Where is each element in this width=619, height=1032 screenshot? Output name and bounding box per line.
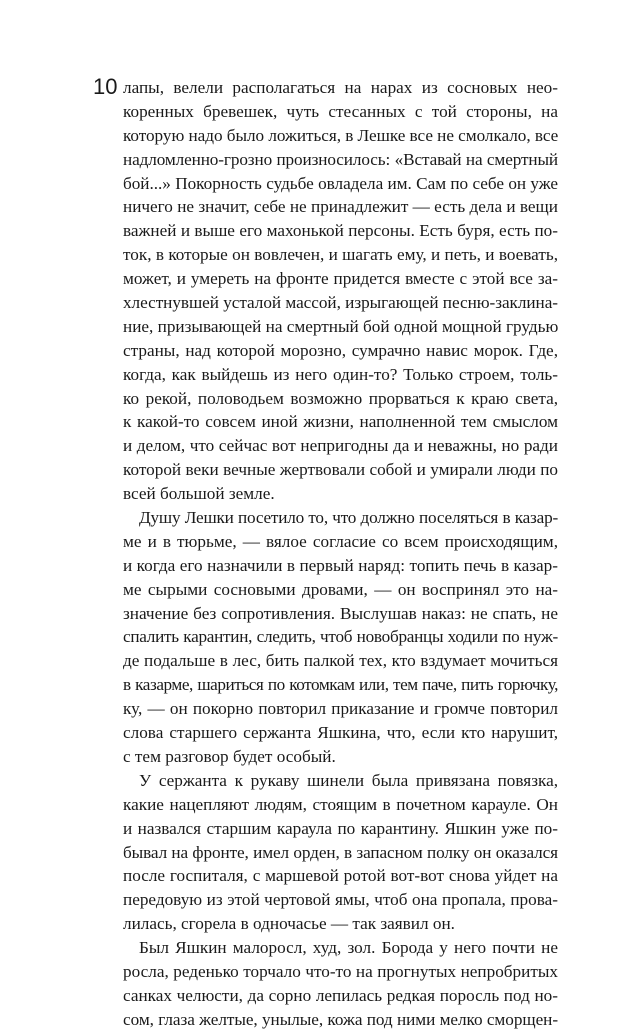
- text-line: какие нацепляют людям, стоящим в почетном карауле. Он: [123, 794, 558, 814]
- text-line: когда, как выйдешь из него один-то? Только строем, толь-: [123, 364, 558, 384]
- text-line: которой веки вечные жертвовали собой и умирали люди по: [123, 460, 558, 480]
- text-line: росла, реденько торчало что-то на прогнутых непробритых: [123, 961, 558, 981]
- text-line: и назвался старшим караула по карантину. Яшкин уже по-: [123, 818, 558, 838]
- text-line: страны, над которой морозно, сумрачно навис морок. Где,: [123, 340, 558, 360]
- text-line: всей большой земле.: [123, 484, 275, 504]
- text-line: санках челюсти, да сорно лепилась редкая поросль под но-: [123, 985, 558, 1005]
- text-line: Был Яшкин малоросл, худ, зол. Борода у него почти не: [139, 938, 558, 958]
- text-line: бывал на фронте, имел орден, в запасном полку он оказался: [123, 842, 558, 862]
- text-line: ничего не значит, себе не принадлежит — есть дела и вещи: [123, 197, 558, 217]
- text-line: с тем разговор будет особый.: [123, 746, 336, 766]
- page-number: 10: [93, 74, 118, 99]
- text-line: важней и выше его махонькой персоны. Есть буря, есть по-: [123, 221, 558, 241]
- text-line: и когда его назначили в первый наряд: топить печь в казар-: [123, 555, 558, 575]
- text-line: У сержанта к рукаву шинели была привязана повязка,: [139, 770, 558, 790]
- text-line: бой...» Покорность судьбе овладела им. Сам по себе он уже: [123, 173, 558, 193]
- text-line: значение без сопротивления. Выслушав наказ: не спать, не: [123, 603, 558, 623]
- text-line: ток, в которые он вовлечен, и шагать ему, и петь, и воевать,: [123, 245, 558, 265]
- text-line: коренных бревешек, чуть стесанных с той стороны, на: [123, 101, 558, 121]
- text-line: которую надо было ложиться, в Лешке все не смолкало, все: [123, 125, 559, 145]
- text-line: де подальше в лес, бить палкой тех, кто вздумает мочиться: [123, 651, 558, 671]
- text-line: ку, — он покорно повторил приказание и громче повторил: [123, 699, 558, 719]
- text-line: ние, призывающей на смертный бой одной мощной грудью: [123, 316, 559, 336]
- text-line: к какой-то совсем иной жизни, наполненной тем смыслом: [123, 412, 558, 432]
- text-line: ме сырыми сосновыми дровами, — он воспринял это на-: [123, 579, 558, 599]
- text-line: лилась, сгорела в одночасье — так заявил он.: [123, 914, 455, 934]
- text-line: слова старшего сержанта Яшкина, что, если кто нарушит,: [123, 723, 558, 743]
- text-line: Душу Лешки посетило то, что должно поселяться в казар-: [139, 508, 558, 528]
- text-line: и делом, что сейчас вот непригодны да и неважны, но ради: [123, 436, 558, 456]
- text-line: лапы, велели располагаться на нарах из сосновых нео-: [123, 78, 558, 97]
- text-line: в казарме, шариться по котомкам или, тем паче, пить горючку,: [123, 675, 558, 695]
- text-line: сом, глаза желтые, унылые, кожа под ними мелко сморщен-: [123, 1009, 558, 1029]
- text-line: ме и в тюрьме, — вялое согласие со всем происходящим,: [123, 531, 558, 551]
- text-line: спалить карантин, следить, чтоб новобранцы ходили по нуж-: [123, 627, 558, 647]
- text-line: ко рекой, половодьем возможно прорваться к краю света,: [123, 388, 558, 408]
- text-line: после госпиталя, с маршевой ротой вот-вот снова уйдет на: [123, 866, 558, 886]
- text-line: хлестнувшей усталой массой, изрыгающей песню-заклина-: [123, 293, 558, 313]
- body-text: [123, 76, 558, 1032]
- text-line: надломленно-грозно произносилось: «Вставай на смертный: [123, 149, 558, 169]
- text-line: передовую из этой чертовой ямы, чтоб она пропала, прова-: [123, 890, 558, 910]
- text-line: может, и умереть на фронте придется вместе с этой все за-: [123, 269, 558, 289]
